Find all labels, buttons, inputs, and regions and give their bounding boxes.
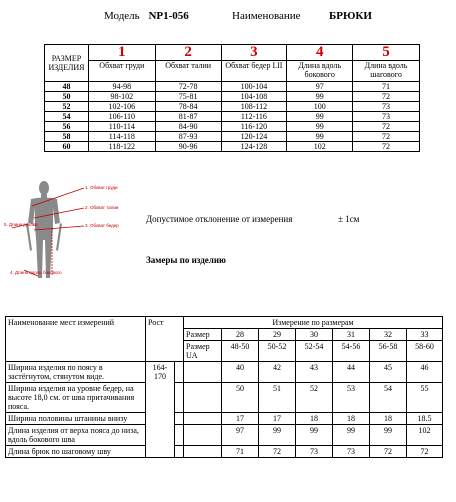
measurement-cell: 72 (353, 132, 420, 142)
measurement-cell: 73 (353, 112, 420, 122)
measurement-cell: 90-96 (155, 142, 221, 152)
size-cell: 54 (45, 112, 89, 122)
size-row-label: Размер (184, 329, 222, 341)
measurement-cell: 84-90 (155, 122, 221, 132)
measurement-cell: 120-124 (221, 132, 287, 142)
spacer-cell (175, 383, 184, 413)
size-chart-label-row (45, 61, 420, 82)
measurement-value: 53 (333, 383, 370, 413)
figure-label: 5. Длина рукава (4, 222, 38, 227)
measurement-cell: 100 (287, 102, 353, 112)
measurement-value: 72 (259, 446, 296, 458)
size-chart-table (44, 44, 420, 152)
product-value: БРЮКИ (329, 10, 372, 22)
garment-row (6, 446, 443, 458)
measurement-value: 50 (222, 383, 259, 413)
measurement-value: 18.5 (407, 413, 443, 425)
measurement-value: 17 (259, 413, 296, 425)
size-ua-cell: 50-52 (259, 341, 296, 362)
measurement-value: 42 (259, 362, 296, 383)
measurement-cell: 99 (287, 132, 353, 142)
measurement-cell: 72 (353, 142, 420, 152)
figure-label: 4. Длина вдоль бокового (10, 270, 62, 275)
size-ua-cell: 48-50 (222, 341, 259, 362)
size-chart-row (45, 122, 420, 132)
measurement-value: 18 (370, 413, 407, 425)
measurement-cell: 75-81 (155, 92, 221, 102)
spacer-cell (184, 446, 222, 458)
spacer-cell (175, 362, 184, 383)
measurement-name: Длина изделия от верха пояса до низа, вдоль бокового шва (6, 425, 146, 446)
size-chart-row (45, 82, 420, 92)
figure-label: 3. Обхват бедер (85, 223, 119, 228)
size-chart-row (45, 112, 420, 122)
measurement-value: 71 (222, 446, 259, 458)
size-cell: 60 (45, 142, 89, 152)
measurement-value: 102 (407, 425, 443, 446)
size-chart-row (45, 142, 420, 152)
measurement-value: 72 (370, 446, 407, 458)
column-label: Длина вдоль шагового (353, 61, 420, 82)
measurement-value: 43 (296, 362, 333, 383)
measurement-value: 73 (296, 446, 333, 458)
sizes-header: Измерение по размерам (184, 317, 443, 329)
measurement-value: 45 (370, 362, 407, 383)
measurement-cell: 73 (353, 102, 420, 112)
measurement-value: 40 (222, 362, 259, 383)
measurement-cell: 116-120 (221, 122, 287, 132)
measurement-cell: 87-93 (155, 132, 221, 142)
measurement-cell: 106-110 (88, 112, 155, 122)
garment-row (6, 425, 443, 446)
measurement-value: 54 (370, 383, 407, 413)
size-cell: 28 (222, 329, 259, 341)
height-value: 164-170 (146, 362, 175, 458)
tolerance-label: Допустимое отклонение от измерения (146, 214, 293, 224)
size-cell: 30 (296, 329, 333, 341)
measurement-name: Ширина половины штанины внизу (6, 413, 146, 425)
measurement-value: 99 (296, 425, 333, 446)
garment-header-row (6, 317, 443, 329)
measurement-cell: 102-106 (88, 102, 155, 112)
spacer-cell (184, 383, 222, 413)
tolerance-value: ± 1см (338, 214, 360, 224)
size-cell: 50 (45, 92, 89, 102)
measurement-cell: 124-128 (221, 142, 287, 152)
body-measurement-figure (4, 178, 140, 284)
size-chart-number-row (45, 45, 420, 61)
measurement-value: 99 (370, 425, 407, 446)
garment-measurements-table (5, 316, 443, 458)
size-chart-row (45, 92, 420, 102)
measurement-cell: 99 (287, 112, 353, 122)
measurement-cell: 118-122 (88, 142, 155, 152)
garment-row (6, 362, 443, 383)
spacer-cell (175, 446, 184, 458)
place-header: Наименование мест измерений (6, 317, 146, 362)
size-header: РАЗМЕР ИЗДЕЛИЯ (45, 45, 89, 82)
figure-label: 2. Обхват талии (85, 205, 119, 210)
size-ua-cell: 56-58 (370, 341, 407, 362)
spacer-cell (175, 413, 184, 425)
measurement-cell: 81-87 (155, 112, 221, 122)
figure-label: 1. Обхват груди (85, 185, 118, 190)
size-chart-row (45, 102, 420, 112)
measurement-cell: 72 (353, 122, 420, 132)
measurement-name: Длина брюк по шаговому шву (6, 446, 146, 458)
measurement-cell: 108-112 (221, 102, 287, 112)
measurement-cell: 104-108 (221, 92, 287, 102)
measurement-cell: 97 (287, 82, 353, 92)
size-cell: 31 (333, 329, 370, 341)
size-cell: 58 (45, 132, 89, 142)
measurement-cell: 100-104 (221, 82, 287, 92)
spacer-cell (175, 425, 184, 446)
size-cell: 56 (45, 122, 89, 132)
measurement-cell: 99 (287, 92, 353, 102)
measurement-cell: 114-118 (88, 132, 155, 142)
measurement-value: 44 (333, 362, 370, 383)
measurement-cell: 71 (353, 82, 420, 92)
column-label: Обхват талии (155, 61, 221, 82)
size-cell: 48 (45, 82, 89, 92)
model-label: Модель (104, 10, 140, 22)
measurement-value: 52 (296, 383, 333, 413)
spacer-cell (184, 413, 222, 425)
height-header: Рост (146, 317, 184, 362)
size-chart-row (45, 132, 420, 142)
column-number: 2 (155, 45, 221, 61)
measurement-cell: 72-78 (155, 82, 221, 92)
measurement-cell: 112-116 (221, 112, 287, 122)
measurement-value: 18 (333, 413, 370, 425)
column-number: 4 (287, 45, 353, 61)
column-number: 5 (353, 45, 420, 61)
measurement-name: Ширина изделия на уровне бедер, на высоте 18,0 см. от шва притачивания пояса. (6, 383, 146, 413)
size-cell: 33 (407, 329, 443, 341)
measurement-cell: 94-98 (88, 82, 155, 92)
measurement-cell: 78-84 (155, 102, 221, 112)
column-label: Обхват бедер I.II (221, 61, 287, 82)
size-ua-cell: 54-56 (333, 341, 370, 362)
garment-row (6, 383, 443, 413)
size-ua-cell: 52-54 (296, 341, 333, 362)
measurement-value: 73 (333, 446, 370, 458)
column-label: Длина вдоль бокового (287, 61, 353, 82)
size-cell: 52 (45, 102, 89, 112)
measurement-value: 97 (222, 425, 259, 446)
measurement-value: 55 (407, 383, 443, 413)
spacer-cell (184, 362, 222, 383)
measurement-cell: 98-102 (88, 92, 155, 102)
column-label: Обхват груди (88, 61, 155, 82)
measurement-value: 72 (407, 446, 443, 458)
garment-row (6, 413, 443, 425)
name-label: Наименование (232, 10, 301, 22)
measurement-cell: 110-114 (88, 122, 155, 132)
size-ua-label: Размер UA (184, 341, 222, 362)
model-line (104, 10, 189, 22)
measurement-cell: 102 (287, 142, 353, 152)
measurement-value: 51 (259, 383, 296, 413)
measurement-value: 46 (407, 362, 443, 383)
garment-measurements-heading: Замеры по изделию (146, 255, 226, 265)
measurement-value: 99 (333, 425, 370, 446)
measurement-value: 18 (296, 413, 333, 425)
spacer-cell (184, 425, 222, 446)
measurement-value: 17 (222, 413, 259, 425)
measurement-cell: 72 (353, 92, 420, 102)
size-cell: 32 (370, 329, 407, 341)
model-value: NP1-056 (148, 10, 189, 22)
column-number: 1 (88, 45, 155, 61)
measurement-name: Ширина изделия по поясу в застёгнутом, стянутом виде. (6, 362, 146, 383)
measurement-value: 99 (259, 425, 296, 446)
size-cell: 29 (259, 329, 296, 341)
size-ua-cell: 58-60 (407, 341, 443, 362)
measurement-cell: 99 (287, 122, 353, 132)
column-number: 3 (221, 45, 287, 61)
